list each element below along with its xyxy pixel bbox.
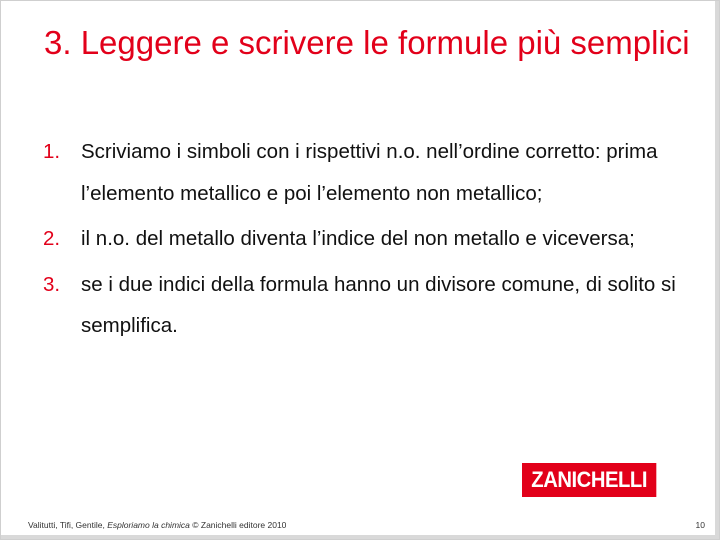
list-item xyxy=(43,264,683,347)
footer-credit xyxy=(28,520,286,530)
page-number: 10 xyxy=(695,520,705,530)
list-item-number: 1. xyxy=(43,140,61,163)
numbered-list xyxy=(43,131,683,351)
list-item xyxy=(43,218,683,260)
footer-publisher: © Zanichelli editore 2010 xyxy=(189,520,287,530)
list-item-text: Scriviamo i simboli con i rispettivi n.o. nell’ordine corretto: prima l’elemento metallico e poi l’elemento non metallico; xyxy=(81,140,658,205)
footer-book-title: Esploriamo la chimica xyxy=(107,520,190,530)
list-item xyxy=(43,131,683,214)
list-item-number: 3. xyxy=(43,272,61,296)
list-item-text: il n.o. del metallo diventa l’indice del non metallo e viceversa; xyxy=(81,227,635,250)
list-item-text: se i due indici della formula hanno un divisore comune, di solito si semplifica. xyxy=(81,272,676,337)
list-item-number: 2. xyxy=(43,227,61,250)
footer-authors: Valitutti, Tifi, Gentile, xyxy=(28,520,108,530)
slide-title: 3. Leggere e scrivere le formule più semplici xyxy=(44,24,690,61)
zanichelli-logo: ZANICHELLI xyxy=(522,463,656,497)
